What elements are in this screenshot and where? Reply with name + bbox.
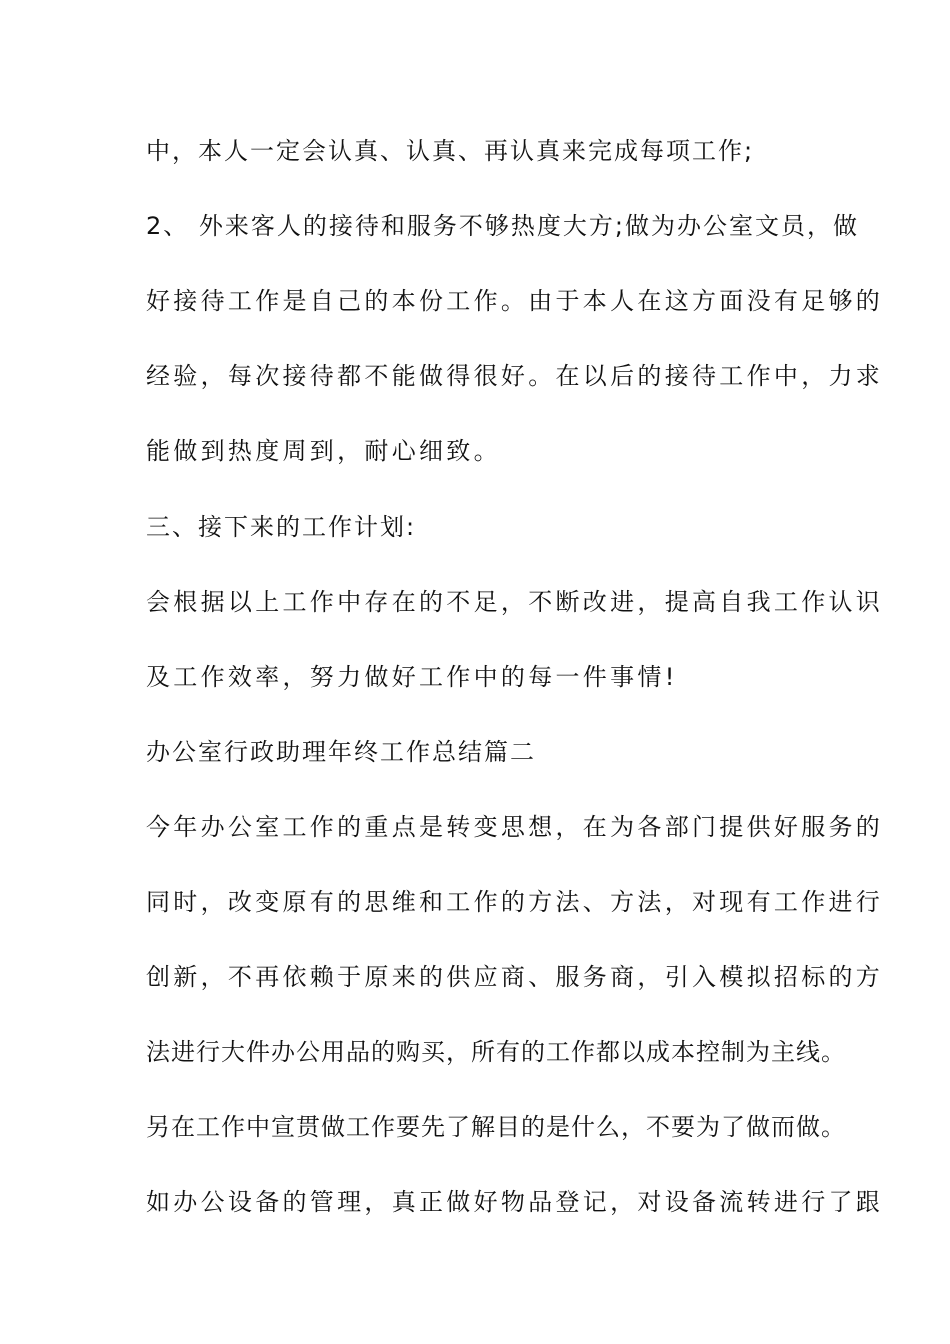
text-line: 能做到热度周到，耐心细致。 — [146, 437, 501, 465]
text-line: 好接待工作是自己的本份工作。由于本人在这方面没有足够的 — [146, 287, 884, 315]
text-line: 及工作效率，努力做好工作中的每一件事情! — [146, 663, 678, 691]
text-line: 今年办公室工作的重点是转变思想，在为各部门提供好服务的 — [146, 813, 884, 841]
text-line: 同时，改变原有的思维和工作的方法、方法，对现有工作进行 — [146, 888, 884, 916]
text-line: 2、 外来客人的接待和服务不够热度大方;做为办公室文员，做 — [146, 212, 859, 240]
text-line: 中，本人一定会认真、认真、再认真来完成每项工作; — [146, 137, 755, 165]
text-line: 会根据以上工作中存在的不足，不断改进，提高自我工作认识 — [146, 588, 884, 616]
text-line: 另在工作中宣贯做工作要先了解目的是什么，不要为了做而做。 — [146, 1113, 846, 1141]
text-line: 创新，不再依赖于原来的供应商、服务商，引入模拟招标的方 — [146, 963, 884, 991]
text-line: 经验，每次接待都不能做得很好。在以后的接待工作中，力求 — [146, 362, 884, 390]
article-title: 办公室行政助理年终工作总结篇二 — [146, 738, 536, 766]
section-heading: 三、接下来的工作计划: — [146, 513, 417, 541]
text-line: 如办公设备的管理，真正做好物品登记，对设备流转进行了跟 — [146, 1188, 884, 1216]
text-line: 法进行大件办公用品的购买，所有的工作都以成本控制为主线。 — [146, 1038, 846, 1066]
